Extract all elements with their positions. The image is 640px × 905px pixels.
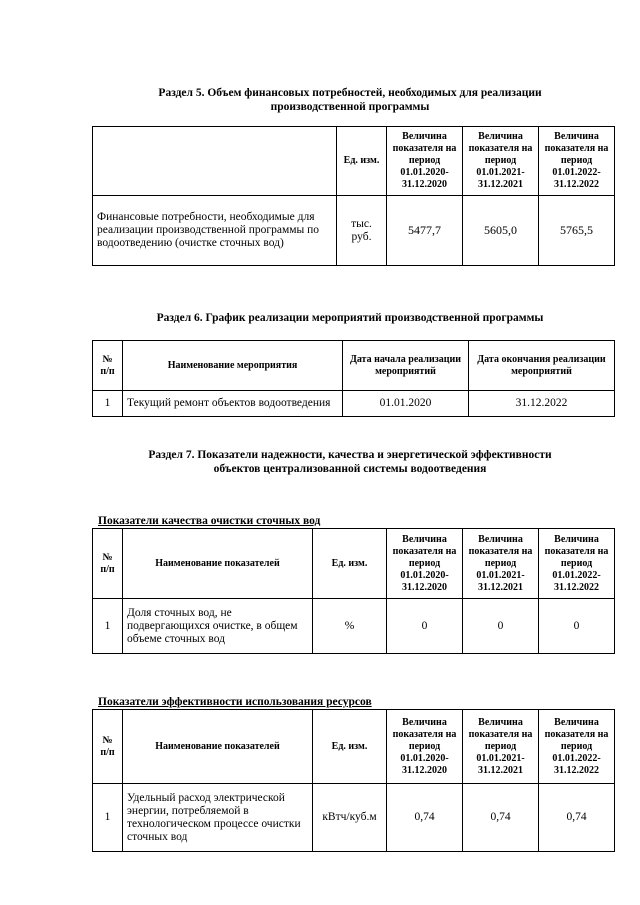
- efficiency-header-period-2020: Величина показателя на период 01.01.2020-31.12.2020: [387, 710, 463, 784]
- efficiency-row-num: 1: [93, 784, 123, 852]
- efficiency-subtitle: Показатели эффективности использования ресурсов: [98, 696, 372, 708]
- quality-table: [92, 528, 615, 654]
- efficiency-table: [92, 709, 615, 852]
- section6-header-num: № п/п: [93, 341, 123, 391]
- section5-header-period-2020: Величина показателя на период 01.01.2020-31.12.2020: [387, 127, 463, 196]
- efficiency-header-unit: Ед. изм.: [313, 710, 387, 784]
- efficiency-header-period-2021: Величина показателя на период 01.01.2021-31.12.2021: [463, 710, 539, 784]
- efficiency-row-name: Удельный расход электрической энергии, потребляемой в технологическом процессе очистки сточных вод: [123, 784, 313, 852]
- quality-header-unit: Ед. изм.: [313, 529, 387, 599]
- quality-row-name: Доля сточных вод, не подвергающихся очистке, в общем объеме сточных вод: [123, 599, 313, 654]
- section7-title: [60, 448, 640, 476]
- section5-table: [92, 126, 615, 266]
- efficiency-row-unit: кВтч/куб.м: [313, 784, 387, 852]
- section5-value-2020: 5477,7: [387, 196, 463, 266]
- section5-title-line1: Раздел 5. Объем финансовых потребностей, необходимых для реализации: [158, 87, 542, 99]
- section5-title-line2: производственной программы: [270, 101, 430, 113]
- section5-header-period-2021: Величина показателя на период 01.01.2021-31.12.2021: [463, 127, 539, 196]
- quality-header-name: Наименование показателей: [123, 529, 313, 599]
- efficiency-value-2020: 0,74: [387, 784, 463, 852]
- quality-header-num: № п/п: [93, 529, 123, 599]
- quality-row-num: 1: [93, 599, 123, 654]
- section5-header-period-2022: Величина показателя на период 01.01.2022-31.12.2022: [539, 127, 615, 196]
- efficiency-value-2021: 0,74: [463, 784, 539, 852]
- section6-row-name: Текущий ремонт объектов водоотведения: [123, 391, 343, 417]
- quality-value-2022: 0: [539, 599, 615, 654]
- section7-title-line2: объектов централизованной системы водоотведения: [213, 463, 487, 475]
- section6-row-end: 31.12.2022: [469, 391, 615, 417]
- section5-header-unit: Ед. изм.: [337, 127, 387, 196]
- quality-header-period-2020: Величина показателя на период 01.01.2020-31.12.2020: [387, 529, 463, 599]
- section6-row-start: 01.01.2020: [343, 391, 469, 417]
- section5-value-2022: 5765,5: [539, 196, 615, 266]
- section5-title: [60, 86, 640, 114]
- efficiency-header-num: № п/п: [93, 710, 123, 784]
- efficiency-header-name: Наименование показателей: [123, 710, 313, 784]
- section5-value-2021: 5605,0: [463, 196, 539, 266]
- section6-row-num: 1: [93, 391, 123, 417]
- section6-table: [92, 340, 615, 417]
- quality-header-period-2021: Величина показателя на период 01.01.2021-31.12.2021: [463, 529, 539, 599]
- efficiency-value-2022: 0,74: [539, 784, 615, 852]
- section5-row-name: Финансовые потребности, необходимые для реализации производственной программы по водоотведению (очистке сточных вод): [93, 196, 337, 266]
- quality-header-period-2022: Величина показателя на период 01.01.2022-31.12.2022: [539, 529, 615, 599]
- quality-value-2020: 0: [387, 599, 463, 654]
- section6-header-end: Дата окончания реализации мероприятий: [469, 341, 615, 391]
- quality-subtitle: Показатели качества очистки сточных вод: [98, 515, 321, 527]
- section6-header-name: Наименование мероприятия: [123, 341, 343, 391]
- efficiency-header-period-2022: Величина показателя на период 01.01.2022-31.12.2022: [539, 710, 615, 784]
- quality-row-unit: %: [313, 599, 387, 654]
- quality-value-2021: 0: [463, 599, 539, 654]
- section5-row-unit: тыс. руб.: [337, 196, 387, 266]
- section6-title: Раздел 6. График реализации мероприятий производственной программы: [156, 312, 544, 324]
- section7-title-line1: Раздел 7. Показатели надежности, качества и энергетической эффективности: [148, 449, 552, 461]
- section6-header-start: Дата начала реализации мероприятий: [343, 341, 469, 391]
- section5-header-name: [93, 127, 337, 196]
